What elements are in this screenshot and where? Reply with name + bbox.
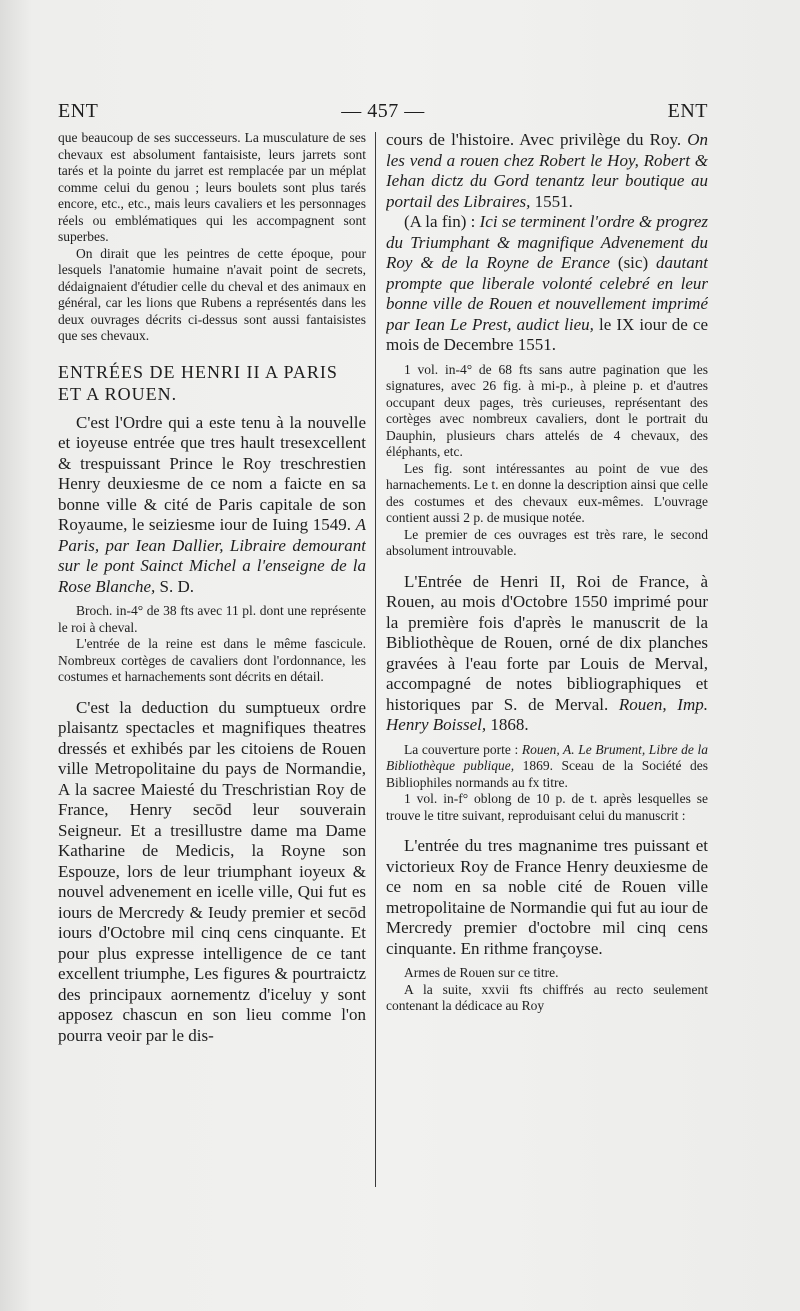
note-dedication: A la suite, xxvii fts chiffrés au recto seulement contenant la dédicace au Roy xyxy=(386,981,708,1013)
entry-continued-year: 1551. xyxy=(530,191,573,211)
section-heading: ENTRÉES DE HENRI II A PARIS ET A ROUEN. xyxy=(58,361,338,404)
note-cover-imprint: Rouen, A. Le Brument, Libre de la Bibliothèque publique, xyxy=(386,741,708,773)
entry-paris-text: C'est l'Ordre qui a este tenu à la nouvelle et ioyeuse entrée que tres hault tresexcellent & trespuissant Prince le Roy treschrestien Henry deuxiesme de ce nom a faicte en sa bonne ville & cité de Paris capitale de son Royaume, le seiziesme iour de Iuing 1549. xyxy=(58,412,366,534)
paragraph-anatomy-1: que beaucoup de ses successeurs. La musculature de ses chevaux est absolument fantaisiste, leurs jarrets sont tarés et la pointe du jarret est remplacée par un méplat comme celui du genou ; leurs boulets sont plus tarés encore, etc., etc., mais leurs cavaliers et les personnages réels ou emblématiques qui les accompagnent sont superbes. xyxy=(58,130,366,244)
page-number: — 457 — xyxy=(341,100,425,122)
note-rouen-format: 1 vol. in-4° de 68 fts sans autre pagination que les signatures, avec 26 fig. à mi-p., à pleine p. et d'autres occupant deux pages, très curieuses, représentant des cortèges avec nombreux cavaliers, dont le portrait du Dauphin, plusieurs chars attelés de 4 chevaux, des éléphants, etc. xyxy=(386,361,708,459)
entry-1868-text: L'Entrée de Henri II, Roi de France, à Rouen, au mois d'Octobre 1550 imprimé pour la première fois d'après le manuscrit de la Bibliothèque de Rouen, orné de dix planches gravées à l'eau forte par Louis de Merval, accompagné de notes bibliographiques et historiques par S. de Merval. xyxy=(386,571,708,714)
entry-continued-imprint: On les vend a rouen chez Robert le Hoy, Robert & Iehan dictz du Gord tenantz leur boutique au portail des Libraires, xyxy=(386,130,708,211)
note-paris-format: Broch. in-4° de 38 fts avec 11 pl. dont une représente le roi à cheval. xyxy=(58,603,366,635)
entry-manuscript-title: L'entrée du tres magnanime tres puissant et victorieux Roy de France Henry deuxiesme de ce nom en sa noble cité de Rouen ville metropolitaine de Normandie qui fut au iour de Mercredy premier d'octobre mil cinq cens cinquante. En rithme françoyse. xyxy=(386,836,708,958)
note-cover-prefix: La couverture porte : xyxy=(404,741,522,757)
colophon-prefix: (A la fin) : xyxy=(404,212,480,231)
right-column xyxy=(386,130,708,1193)
entry-paris-date: S. D. xyxy=(155,576,194,596)
entry-paris xyxy=(58,413,366,598)
note-paris-description: L'entrée de la reine est dans le même fascicule. Nombreux cortèges de cavaliers dont l'ordonnance, les costumes et harnachements sont décrits en détail. xyxy=(58,636,366,684)
colophon-text-1: Ici se terminent l'ordre & progrez du Triumphant & magnifique Advenement du Roy & de la Royne de Erance xyxy=(386,212,708,272)
running-head-right: ENT xyxy=(667,100,708,122)
entry-rouen-1551: C'est la deduction du sumptueux ordre plaisantz spectacles et magnifiques theatres dressés et exhibés par les citoiens de Rouen ville Metropolitaine du pays de Normandie, A la sacree Maiesté du Treschristian Roy de France, Henry secōd leur souverain Seigneur. Et a tresillustre dame ma Dame Katharine de Medicis, la Royne son Espouze, lors de leur triumphant ioyeux & nouvel advenement en icelle ville, Qui fut es iours de Mercredy & Ieudy premier et secōd iours d'Octobre mil cinq cens cinquante. Et pour plus expresse intelligence de ce tant excellent triumphe, Les figures & pourtraictz des principaux aornementz d'iceluy y sont apposez chascun en son lieu comme l'on pourra veoir par le dis- xyxy=(58,697,366,1045)
colophon-date: le IX iour de ce mois de Decembre 1551. xyxy=(386,314,708,354)
entry-continued-text: cours de l'histoire. Avec privilège du Roy. xyxy=(386,130,688,149)
entry-1868-year: 1868. xyxy=(486,715,529,734)
note-cover-tail: 1869. Sceau de la Société des Bibliophiles normands au fx titre. xyxy=(386,758,708,790)
note-rarity: Le premier de ces ouvrages est très rare, le second absolument introuvable. xyxy=(386,526,708,558)
paragraph-anatomy-2: On dirait que les peintres de cette époque, pour lesquels l'anatomie humaine n'avait point de secrets, dédaignaient d'étudier celle du cheval et des animaux en général, car les lions que Rubens a représentés dans les deux ouvrages décrits ci-dessus sont aussi fantaisistes que ses chevaux. xyxy=(58,245,366,343)
running-head-left: ENT xyxy=(58,100,99,122)
entry-1868-imprint: Rouen, Imp. Henry Boissel, xyxy=(386,694,708,734)
left-column xyxy=(58,130,366,1193)
colophon xyxy=(386,212,708,356)
note-arms: Armes de Rouen sur ce titre. xyxy=(404,965,559,980)
running-head xyxy=(58,100,708,130)
note-oblong: 1 vol. in-f° oblong de 10 p. de t. après lesquelles se trouve le titre suivant, reproduisant celui du manuscrit : xyxy=(386,791,708,823)
column-divider xyxy=(375,132,376,1187)
colophon-sic: (sic) xyxy=(610,253,657,272)
note-cover xyxy=(386,742,708,792)
colophon-text-2: dautant prompte que liberale volonté celebré en leur bonne ville de Rouen et nouvellement imprimé par Iean Le Prest, audict lieu, xyxy=(386,253,708,334)
entry-rouen-1551-continued xyxy=(386,130,708,212)
entry-paris-imprint: A Paris, par Iean Dallier, Libraire demourant sur le pont Sainct Michel a l'enseigne de la Rose Blanche, xyxy=(58,515,366,596)
entry-rouen-1868 xyxy=(386,572,708,736)
note-rouen-figures: Les fig. sont intéressantes au point de vue des harnachements. Le t. en donne la description ainsi que celle des costumes et des chevaux eux-mêmes. L'ouvrage contient aussi 2 p. de musique notée. xyxy=(386,460,708,525)
